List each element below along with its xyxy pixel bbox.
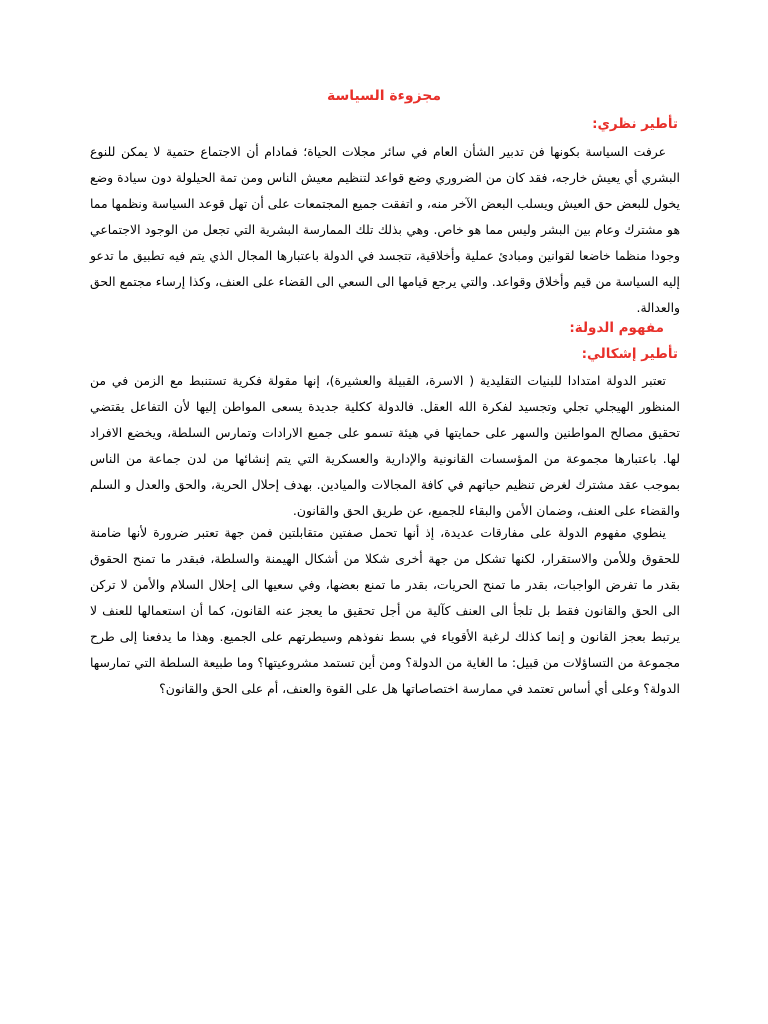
document-title: مجزوءة السياسة <box>327 88 441 104</box>
theoretical-framing-paragraph <box>90 139 680 321</box>
problem-framing-paragraph-1 <box>90 368 680 524</box>
problem-framing-paragraph-2 <box>90 520 680 702</box>
theoretical-framing-heading: تأطير نظري: <box>592 116 678 132</box>
problem-framing-heading: تأطير إشكالي: <box>581 346 678 362</box>
state-concept-heading: مفهوم الدولة: <box>569 320 664 336</box>
problem-framing-text-2: ينطوي مفهوم الدولة على مفارقات عديدة، إذ أنها تحمل صفتين متقابلتين فمن جهة تعتبر ضرورة لأنها ضامنة للحقوق وللأمن والاستقرار، لكنها تشكل من جهة أخرى شكلا من أشكال الهيمنة والسلطة، فبقدر ما تمنح الحقوق بقدر ما تفرض الواجبات، بقدر ما تمنح الحريات، بقدر ما تمنع بعضها، وفي سعيها الى إحلال السلام والأمن لا تركن الى الحق والقانون فقط بل تلجأ الى العنف كآلية من أجل تحقيق ما يعجز عنه القانون، كما أن استعمالها للعنف لا يرتبط بعجز القانون و إنما كذلك لرغبة الأقوياء في بسط نفوذهم وسيطرتهم على الجميع. وهذا ما يدفعنا إلى طرح مجموعة من التساؤلات من قبيل: ما الغاية من الدولة؟ ومن أين تستمد مشروعيتها؟ وما طبيعة السلطة التي تمارسها الدولة؟ وعلى أي أساس تعتمد في ممارسة اختصاصاتها هل على القوة والعنف، أم على الحق والقانون؟ <box>90 525 680 696</box>
problem-framing-text-1: تعتبر الدولة امتدادا للبنيات التقليدية ( الاسرة، القبيلة والعشيرة)، إنها مقولة فكرية تستنبط مع الزمن في من المنظور الهيجلي تجلي وتجسيد لفكرة الله العقل. فالدولة ككلية جديدة يسعى المواطن إليها لأن التفاعل يقتضي تحقيق مصالح المواطنين والسهر على حمايتها في هيئة تسمو على جميع الارادات وتمارس السلطة، ويخضع الافراد لها. باعتبارها مجموعة من المؤسسات القانونية والإدارية والعسكرية التي يتم إنشائها من لدن جماعة من الناس بموجب عقد مشترك لغرض تنظيم حياتهم في كافة المجالات والميادين. بهدف إحلال الحرية، والحق والعدل و السلم والقضاء على العنف، وضمان الأمن والبقاء للجميع، عن طريق الحق والقانون. <box>90 373 680 518</box>
theoretical-framing-text: عرفت السياسة بكونها فن تدبير الشأن العام في سائر مجلات الحياة؛ فمادام أن الاجتماع حتمية لا يمكن للنوع البشري أي يعيش خارجه، فقد كان من الضروري وضع قواعد لتنظيم معيش الناس ومن تمة الحيلولة دون سيادة وضع يخول للبعض حق العيش ويسلب البعض الآخر منه، و اتفقت جميع المجتمعات على أن تهل قوعد السياسة ونظمها مما هو مشترك وعام بين البشر وليس مما هو خاص. وهي بذلك تلك الممارسة البشرية التي تجعل من الوجود الاجتماعي وجودا منظما خاضعا لقوانين ومبادئ عملية وأخلاقية، تتجسد في الدولة باعتبارها المجال الذي يتم فيه تطبيق ما تدعو إليه السياسة من قيم وأخلاق وقواعد. والتي يرجع قيامها الى السعي الى القضاء على العنف، وكذا إرساء مجتمع الحق والعدالة. <box>90 144 680 315</box>
